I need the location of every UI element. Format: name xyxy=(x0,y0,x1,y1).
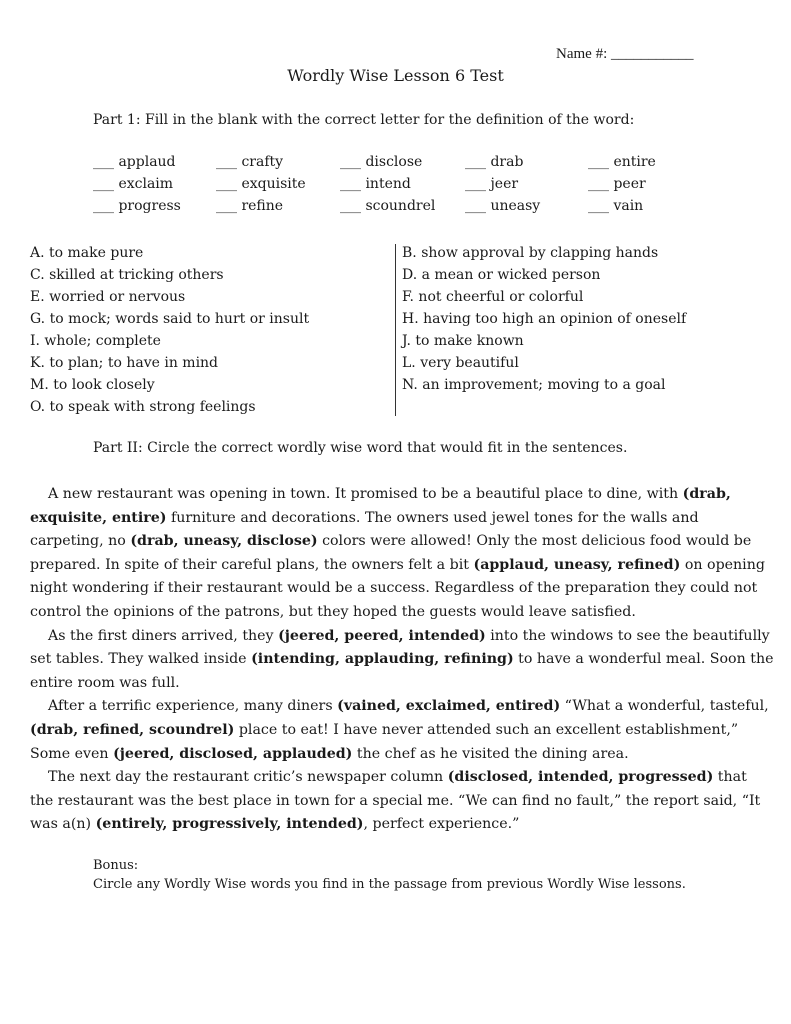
bonus-heading: Bonus: xyxy=(93,858,139,873)
passage-text: that the restaurant was the best place in town for a special me. “We can find no fault,” the report said, “It was a(n) xyxy=(30,769,761,833)
definition-item: N. an improvement; moving to a goal xyxy=(402,377,666,393)
word-choice: (applaud, uneasy, refined) xyxy=(473,556,681,573)
bonus-instruction: Circle any Wordly Wise words you find in the passage from previous Wordly Wise lessons. xyxy=(93,877,686,892)
word-blank-entire: ___ entire xyxy=(588,154,656,170)
word-blank-progress: ___ progress xyxy=(93,198,181,214)
name-field-label: Name #: ___________ xyxy=(556,46,694,62)
definition-item: D. a mean or wicked person xyxy=(402,267,601,283)
word-blank-intend: ___ intend xyxy=(340,176,411,192)
passage-text: , perfect experience.” xyxy=(363,816,520,833)
word-blank-vain: ___ vain xyxy=(588,198,644,214)
definition-item: E. worried or nervous xyxy=(30,289,186,305)
word-blank-drab: ___ drab xyxy=(465,154,524,170)
part1-instruction: Part 1: Fill in the blank with the correct letter for the definition of the word: xyxy=(93,112,635,128)
passage-text: A new restaurant was opening in town. It promised to be a beautiful place to dine, with xyxy=(48,486,683,502)
column-divider xyxy=(395,244,396,416)
page-title: Wordly Wise Lesson 6 Test xyxy=(287,66,504,85)
word-choice: (drab, exquisite, entire) xyxy=(30,486,731,526)
passage-text: place to eat! I have never attended such an excellent establishment,” Some even xyxy=(30,721,739,762)
word-blank-uneasy: ___ uneasy xyxy=(465,198,541,214)
passage-text: After a terrific experience, many diners xyxy=(48,698,338,715)
word-choice: (jeered, disclosed, applauded) xyxy=(113,745,353,762)
passage-text: on opening night wondering if their restaurant would be a success. Regardless of the preparation they could not control the opinions of the patrons, but they hoped the guests would leave satisfied. xyxy=(30,556,765,620)
word-choice: (drab, uneasy, disclose) xyxy=(130,533,318,550)
definition-item: H. having too high an opinion of oneself xyxy=(402,311,687,327)
word-blank-jeer: ___ jeer xyxy=(465,176,519,192)
passage-text: the chef as he visited the dining area. xyxy=(352,745,629,762)
definition-item: B. show approval by clapping hands xyxy=(402,245,659,261)
paragraph xyxy=(30,766,774,837)
passage-text: colors were allowed! Only the most delicious food would be prepared. In spite of their careful plans, the owners felt a bit xyxy=(30,533,752,573)
passage-text: to have a wonderful meal. Soon the entire room was full. xyxy=(30,651,774,691)
word-choice: (intending, applauding, refining) xyxy=(251,651,514,668)
paragraph xyxy=(30,695,774,766)
paragraph xyxy=(30,483,774,625)
passage-text: As the first diners arrived, they xyxy=(48,627,279,644)
paragraph xyxy=(30,625,774,696)
word-blank-scoundrel: ___ scoundrel xyxy=(340,198,436,214)
word-choice: (drab, refined, scoundrel) xyxy=(30,721,235,738)
word-blank-refine: ___ refine xyxy=(216,198,284,214)
passage-text: into the windows to see the beautifully set tables. They walked inside xyxy=(30,627,770,668)
part2-instruction: Part II: Circle the correct wordly wise word that would fit in the sentences. xyxy=(93,440,628,456)
story-passage xyxy=(30,483,774,837)
definition-item: M. to look closely xyxy=(30,377,155,393)
word-choice: (entirely, progressively, intended) xyxy=(95,816,364,833)
word-blank-exclaim: ___ exclaim xyxy=(93,176,174,192)
word-blank-applaud: ___ applaud xyxy=(93,154,176,170)
definition-item: A. to make pure xyxy=(30,245,144,261)
word-blank-disclose: ___ disclose xyxy=(340,154,423,170)
passage-text: furniture and decorations. The owners used jewel tones for the walls and carpeting, no xyxy=(30,509,699,550)
word-choice: (disclosed, intended, progressed) xyxy=(447,769,714,786)
definition-item: I. whole; complete xyxy=(30,333,161,349)
word-blank-exquisite: ___ exquisite xyxy=(216,176,306,192)
word-blank-crafty: ___ crafty xyxy=(216,154,284,170)
definition-item: L. very beautiful xyxy=(402,355,519,371)
definition-item: G. to mock; words said to hurt or insult xyxy=(30,311,310,327)
definition-item: F. not cheerful or colorful xyxy=(402,289,584,305)
word-blank-peer: ___ peer xyxy=(588,176,646,192)
definition-item: J. to make known xyxy=(402,333,524,349)
passage-text: “What a wonderful, tasteful, xyxy=(560,698,769,715)
word-choice: (jeered, peered, intended) xyxy=(278,627,486,644)
word-choice: (vained, exclaimed, entired) xyxy=(337,698,561,715)
passage-text: The next day the restaurant critic’s newspaper column xyxy=(48,769,448,786)
definitions-left-column xyxy=(30,242,309,418)
definitions-right-column xyxy=(402,242,686,396)
definition-item: C. skilled at tricking others xyxy=(30,267,224,283)
definition-item: O. to speak with strong feelings xyxy=(30,399,256,415)
definition-item: K. to plan; to have in mind xyxy=(30,355,219,371)
